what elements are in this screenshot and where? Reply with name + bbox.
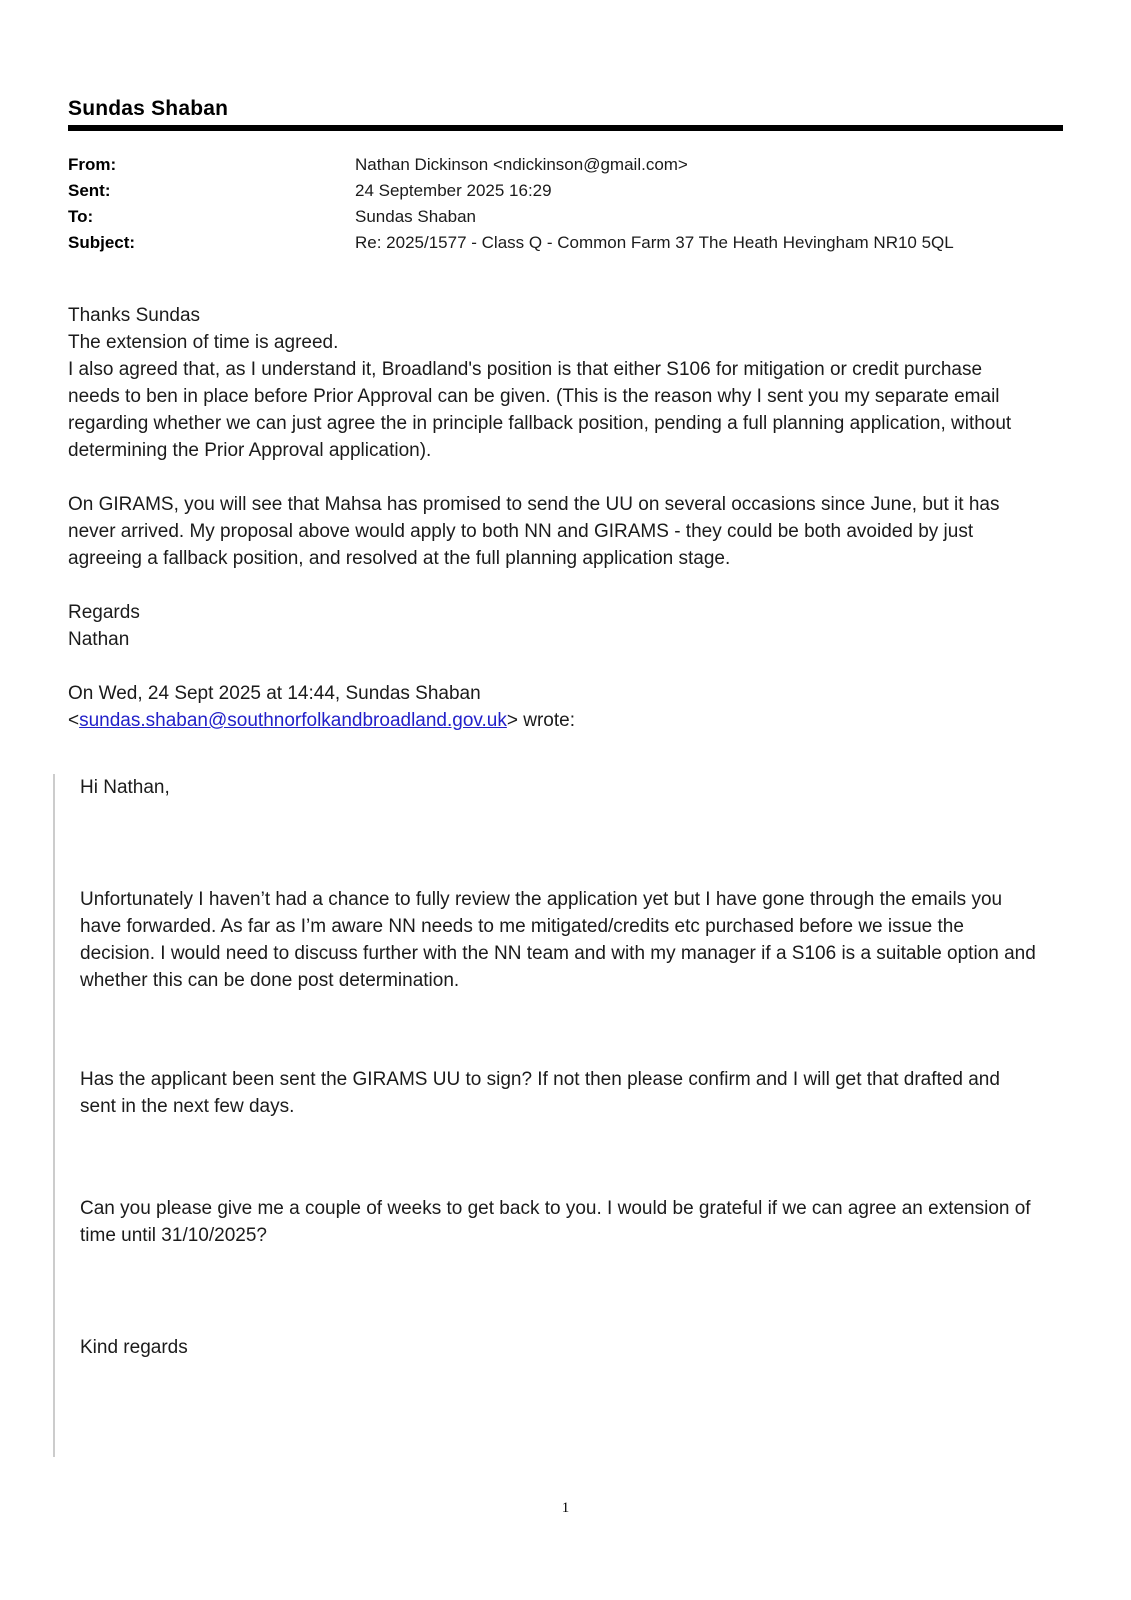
header-row-sent xyxy=(68,178,1063,204)
quoted-greeting: Hi Nathan, xyxy=(80,777,170,798)
quoted-message-block xyxy=(53,774,1038,1457)
blank-line xyxy=(68,653,1036,680)
blank-line xyxy=(68,464,1036,491)
title-divider-rule xyxy=(68,125,1063,131)
blank-line xyxy=(68,572,1036,599)
email-header-fields xyxy=(68,152,1063,256)
subject-value: Re: 2025/1577 - Class Q - Common Farm 37 The Heath Hevingham NR10 5QL xyxy=(355,233,954,252)
quoted-signoff: Kind regards xyxy=(80,1337,188,1358)
page-number: 1 xyxy=(561,1500,570,1516)
header-row-subject xyxy=(68,230,1063,256)
paragraph-girams: On GIRAMS, you will see that Mahsa has promised to send the UU on several occasions since June, but it has never arrived. My proposal above would apply to both NN and GIRAMS - they could be both avoided by just agreeing a fallback position, and resolved at the full planning application stage. xyxy=(68,494,1000,569)
angle-bracket-close-wrote: > wrote: xyxy=(506,710,575,731)
email-body xyxy=(68,302,1036,1457)
from-value: Nathan Dickinson <ndickinson@gmail.com> xyxy=(355,155,688,174)
to-value: Sundas Shaban xyxy=(355,207,476,226)
mailbox-owner-title: Sundas Shaban xyxy=(68,97,229,120)
to-label: To: xyxy=(68,207,94,226)
quoted-paragraph-review: Unfortunately I haven’t had a chance to fully review the application yet but I have gone through the emails you have forwarded. As far as I’m aware NN needs to me mitigated/credits etc purchased before we issue the decision. I would need to discuss further with the NN team and with my manager if a S106 is a suitable option and whether this can be done post determination. xyxy=(80,889,1036,991)
header-row-from xyxy=(68,152,1063,178)
from-label: From: xyxy=(68,155,117,174)
subject-label: Subject: xyxy=(68,233,136,252)
quoted-paragraph-extension-request: Can you please give me a couple of weeks to get back to you. I would be grateful if we can agree an extension of time until 31/10/2025? xyxy=(80,1198,1031,1246)
signoff-name: Nathan xyxy=(68,629,130,650)
angle-bracket-open: < xyxy=(68,710,80,731)
paragraph-agreed-position: I also agreed that, as I understand it, Broadland's position is that either S106 for mitigation or credit purchase needs to ben in place before Prior Approval can be given. (This is the reason why I sent you my separate email regarding whether we can just agree the in principle fallback position, pending a full planning application, without determining the Prior Approval application). xyxy=(68,359,1012,461)
signoff-regards: Regards xyxy=(68,602,140,623)
email-address-link[interactable]: sundas.shaban@southnorfolkandbroadland.gov.uk xyxy=(79,710,507,731)
extension-agreed-line: The extension of time is agreed. xyxy=(68,332,339,353)
reply-attribution xyxy=(68,680,1036,734)
reply-attribution-line1: On Wed, 24 Sept 2025 at 14:44, Sundas Shaban xyxy=(68,683,481,704)
greeting-line: Thanks Sundas xyxy=(68,305,201,326)
header-row-to xyxy=(68,204,1063,230)
quoted-paragraph-girams-uu: Has the applicant been sent the GIRAMS UU to sign? If not then please confirm and I will get that drafted and sent in the next few days. xyxy=(80,1069,1000,1117)
sent-value: 24 September 2025 16:29 xyxy=(355,181,552,200)
sent-label: Sent: xyxy=(68,181,111,200)
